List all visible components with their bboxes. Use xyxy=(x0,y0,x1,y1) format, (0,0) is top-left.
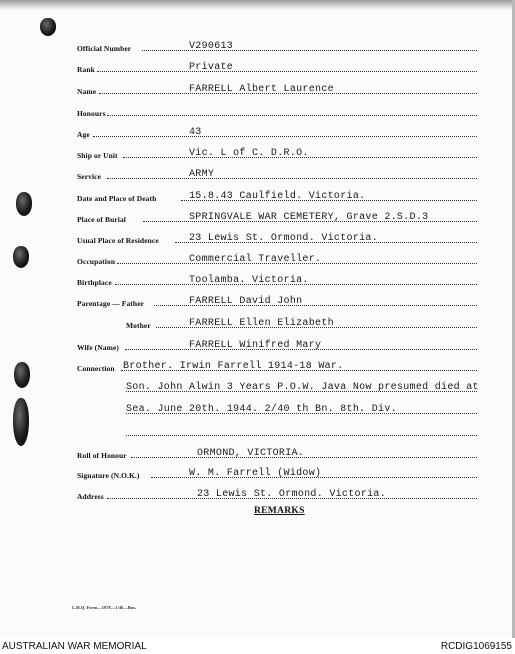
field-label: Birthplace xyxy=(77,278,112,287)
remarks-heading: REMARKS xyxy=(254,506,305,516)
field-value: W. M. Farrell (Widow) xyxy=(189,468,322,479)
connection-continued-line xyxy=(126,378,477,394)
field-value: 23 Lewis St. Ormond. Victoria. xyxy=(189,233,379,244)
field-label: Mother xyxy=(126,321,151,330)
field-usual-residence xyxy=(77,229,477,245)
scan-shadow xyxy=(0,0,515,10)
field-label: Rank xyxy=(77,65,95,74)
field-value: Vic. L of C. D.R.O. xyxy=(189,148,309,159)
dotted-line xyxy=(126,434,477,436)
field-label: Honours xyxy=(77,109,106,118)
field-value: FARRELL Albert Laurence xyxy=(189,84,334,95)
field-label: Ship or Unit xyxy=(77,151,118,160)
dotted-line xyxy=(97,70,477,72)
field-value: Private xyxy=(189,62,234,73)
field-value: ARMY xyxy=(189,169,215,180)
footer-bar xyxy=(0,638,515,654)
archive-name: AUSTRALIAN WAR MEMORIAL xyxy=(2,641,147,652)
field-label: Address xyxy=(77,492,104,501)
field-value: 23 Lewis St. Ormond. Victoria. xyxy=(197,489,387,500)
dotted-line xyxy=(107,177,477,179)
field-official-number xyxy=(77,37,477,53)
field-value: FARRELL Ellen Elizabeth xyxy=(189,318,334,329)
field-value: V290613 xyxy=(189,41,234,52)
field-label: Name xyxy=(77,87,97,96)
field-value: FARRELL David John xyxy=(189,296,303,307)
record-id: RCDIG1069155 xyxy=(440,641,512,652)
field-label: Signature (N.O.K.) xyxy=(77,471,140,480)
punch-hole xyxy=(13,246,29,268)
field-name xyxy=(77,80,477,96)
field-label: Service xyxy=(77,172,102,181)
field-wife-name xyxy=(77,336,477,352)
field-value: 15.8.43 Caulfield. Victoria. xyxy=(189,191,366,202)
punch-hole xyxy=(16,192,32,216)
punch-hole xyxy=(40,18,56,36)
field-value: FARRELL Winifred Mary xyxy=(189,340,322,351)
field-place-of-burial xyxy=(77,208,477,224)
field-mother xyxy=(126,314,477,330)
field-value: ORMOND, VICTORIA. xyxy=(197,448,305,459)
form-code: L.H.Q. Form—1978—1/46—Bns. xyxy=(72,605,137,610)
dotted-line xyxy=(93,135,477,137)
connection-continued-line xyxy=(126,422,477,438)
field-label: Usual Place of Residence xyxy=(77,236,159,245)
field-value: Son. John Alwin 3 Years P.O.W. Java Now presumed died at xyxy=(126,382,479,393)
field-rank xyxy=(77,58,477,74)
punch-hole xyxy=(13,398,29,446)
field-value: 43 xyxy=(189,127,202,138)
field-service xyxy=(77,165,477,181)
field-birthplace xyxy=(77,271,477,287)
field-roll-of-honour xyxy=(77,444,477,460)
field-label: Parentage — Father xyxy=(77,299,145,308)
field-father xyxy=(77,292,477,308)
field-label: Place of Burial xyxy=(77,215,126,224)
field-value: Commercial Traveller. xyxy=(189,254,322,265)
field-signature-nok xyxy=(77,464,477,480)
field-label: Occupation xyxy=(77,257,116,266)
field-value: Brother. Irwin Farrell 1914-18 War. xyxy=(123,361,344,372)
field-label: Age xyxy=(77,130,90,139)
field-occupation xyxy=(77,250,477,266)
field-connection xyxy=(77,357,477,373)
field-value: Sea. June 20th. 1944. 2/40 th Bn. 8th. Div. xyxy=(126,404,397,415)
field-value: Toolamba. Victoria. xyxy=(189,275,309,286)
dotted-line xyxy=(107,114,477,116)
field-value: SPRINGVALE WAR CEMETERY, Grave 2.S.D.3 xyxy=(189,212,429,223)
field-label: Official Number xyxy=(77,44,132,53)
field-ship-or-unit xyxy=(77,144,477,160)
field-address xyxy=(77,485,477,501)
field-label: Connection xyxy=(77,364,115,373)
field-label: Wife (Name) xyxy=(77,343,119,352)
field-date-place-of-death xyxy=(77,187,477,203)
punch-hole xyxy=(14,362,30,388)
connection-continued-line xyxy=(126,400,477,416)
field-label: Date and Place of Death xyxy=(77,194,157,203)
field-honours xyxy=(77,102,477,118)
field-label: Roll of Honour xyxy=(77,451,127,460)
field-age xyxy=(77,123,477,139)
